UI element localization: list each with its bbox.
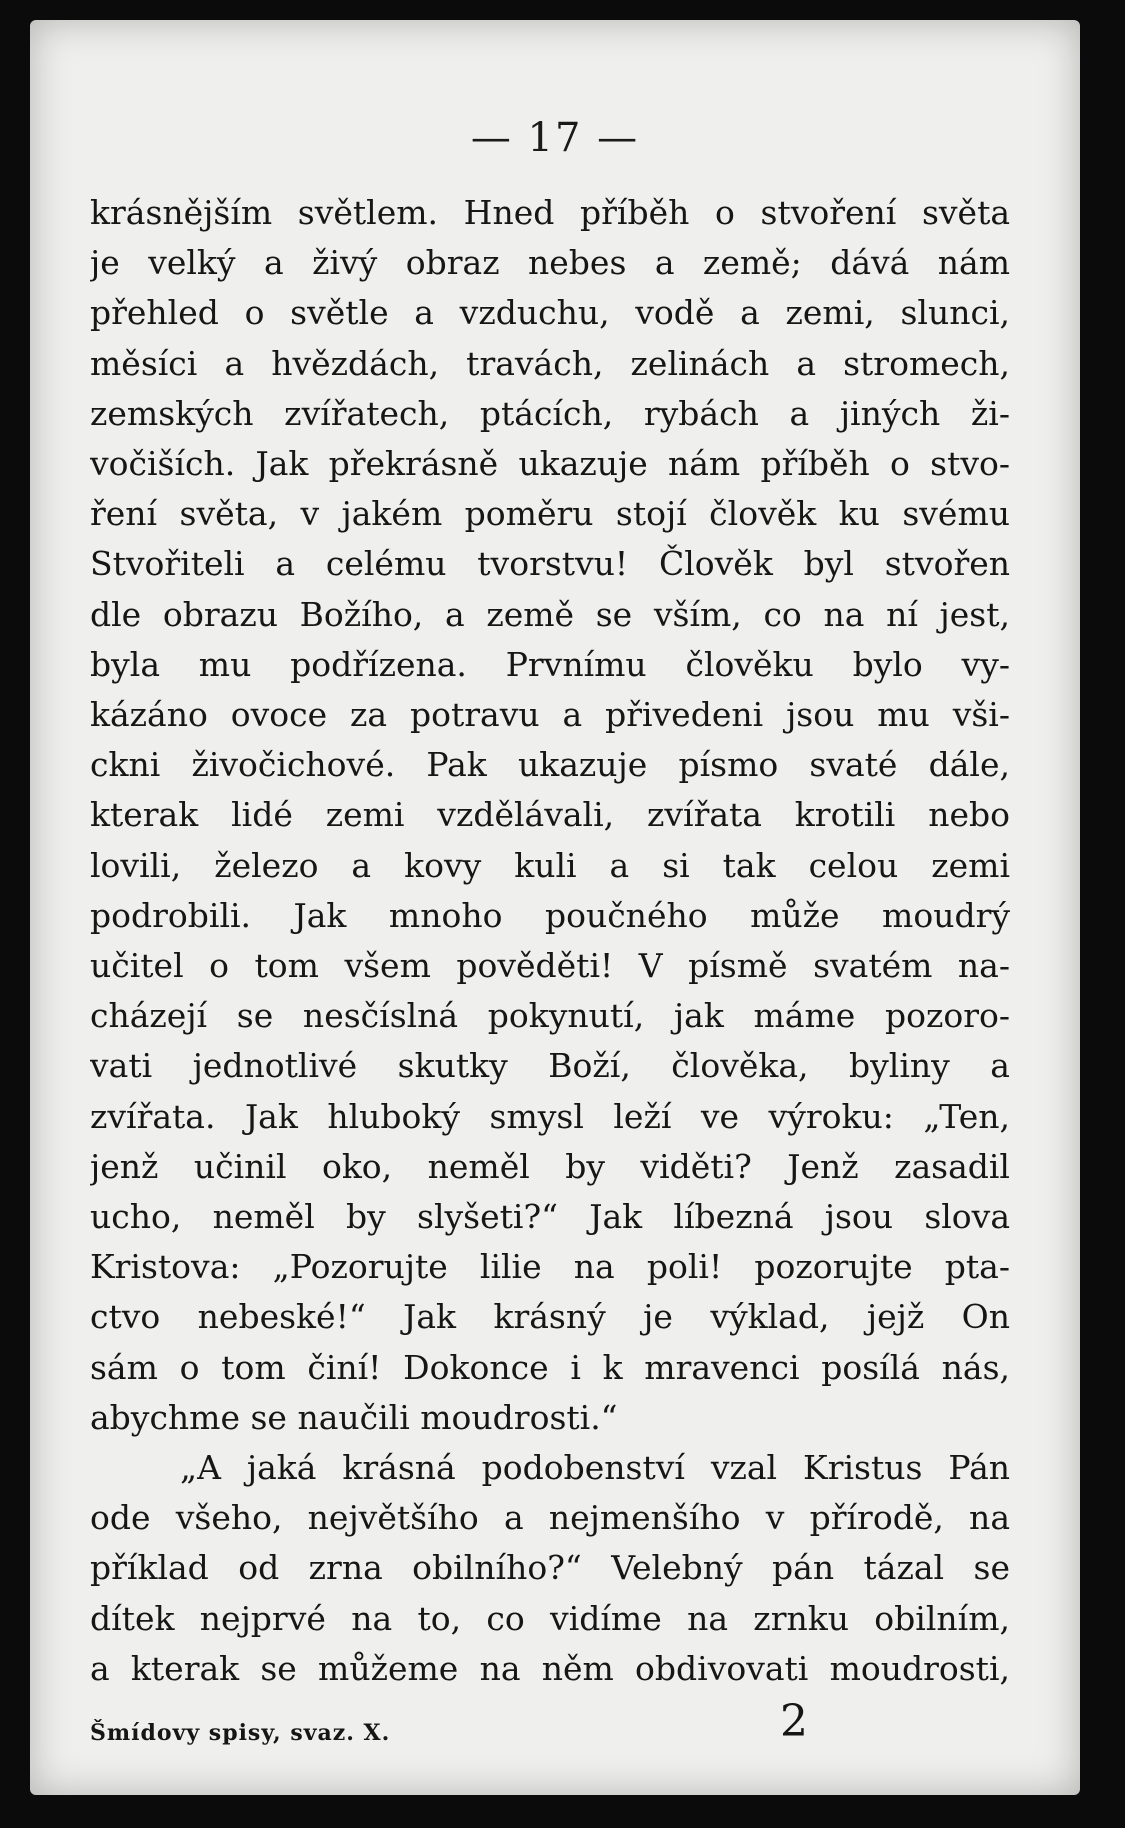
text-line: podrobili. Jak mnoho poučného může moudrý <box>90 895 1010 935</box>
text-line: vati jednotlivé skutky Boží, člověka, byliny a <box>90 1046 1010 1086</box>
text-line: ctvo nebeské!“ Jak krásný je výklad, jejž On <box>90 1297 1010 1337</box>
page-number-header: — 17 — <box>470 115 640 161</box>
text-line: cházejí se nesčíslná pokynutí, jak máme pozoro- <box>90 996 1010 1036</box>
text-line: ode všeho, největšího a nejmenšího v přírodě, na <box>90 1498 1010 1538</box>
text-line: zemských zvířatech, ptácích, rybách a jiných ži- <box>90 393 1010 433</box>
book-page <box>30 20 1080 1795</box>
text-line: sám o tom činí! Dokonce i k mravenci posílá nás, <box>90 1347 1010 1387</box>
text-line: zvířata. Jak hluboký smysl leží ve výroku: „Ten, <box>90 1096 1010 1136</box>
text-line: krásnějším světlem. Hned příběh o stvoření světa <box>90 193 1010 232</box>
text-line: ření světa, v jakém poměru stojí člověk ku svému <box>90 494 1010 534</box>
text-line: dítek nejprvé na to, co vidíme na zrnku obilním, <box>90 1598 1010 1638</box>
body-text <box>90 188 1010 1694</box>
text-line: kázáno ovoce za potravu a přivedeni jsou mu vši- <box>90 695 1010 735</box>
text-line: je velký a živý obraz nebes a země; dává nám <box>90 243 1010 283</box>
text-line: byla mu podřízena. Prvnímu člověku bylo vy- <box>90 644 1010 684</box>
text-line: a kterak se můžeme na něm obdivovati moudrosti, <box>90 1648 1010 1688</box>
text-line: dle obrazu Božího, a země se vším, co na ní jest, <box>90 594 1010 634</box>
text-line: vočiších. Jak překrásně ukazuje nám příběh o stvo- <box>90 444 1010 484</box>
text-line: kterak lidé zemi vzdělávali, zvířata krotili nebo <box>90 795 1010 835</box>
text-line: učitel o tom všem pověděti! V písmě svatém na- <box>90 946 1010 986</box>
text-line: Stvořiteli a celému tvorstvu! Člověk byl stvořen <box>90 544 1010 584</box>
text-line: ucho, neměl by slyšeti?“ Jak líbezná jsou slova <box>90 1197 1010 1237</box>
text-line: abychme se naučili moudrosti.“ <box>90 1397 618 1437</box>
signature-mark: Šmídovy spisy, svaz. X. <box>90 1720 391 1746</box>
text-line: jenž učinil oko, neměl by viděti? Jenž zasadil <box>90 1146 1010 1186</box>
text-line: přehled o světle a vzduchu, vodě a zemi, slunci, <box>90 293 1010 333</box>
text-line: měsíci a hvězdách, travách, zelinách a stromech, <box>90 343 1010 383</box>
text-line: Kristova: „Pozorujte lilie na poli! pozorujte pta- <box>90 1247 1010 1287</box>
text-line: „A jaká krásná podobenství vzal Kristus Pán <box>180 1448 1010 1488</box>
text-line: příklad od zrna obilního?“ Velebný pán tázal se <box>90 1548 1010 1588</box>
sheet-number: 2 <box>780 1696 808 1747</box>
text-line: ckni živočichové. Pak ukazuje písmo svaté dále, <box>90 745 1010 785</box>
text-line: lovili, železo a kovy kuli a si tak celou zemi <box>90 845 1010 885</box>
